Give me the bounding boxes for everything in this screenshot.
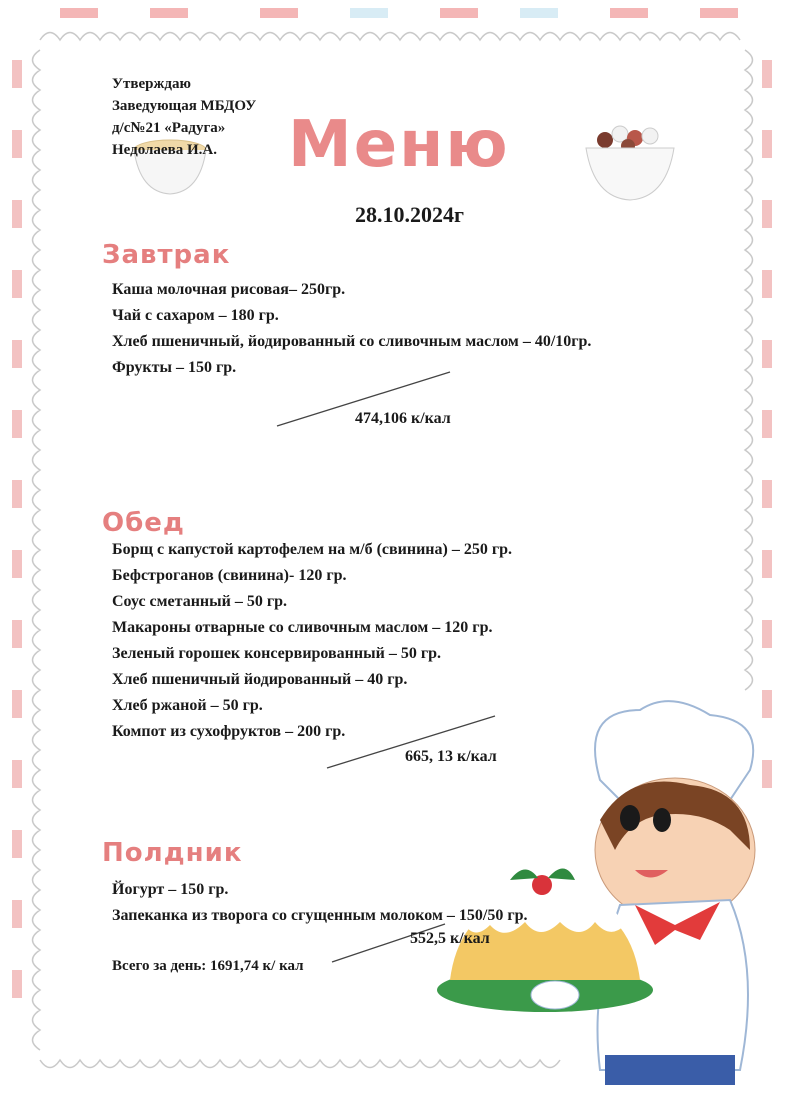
breakfast-item: Хлеб пшеничный, йодированный со сливочным маслом – 40/10гр. xyxy=(112,333,592,350)
frame-right-border xyxy=(762,60,772,788)
page-title: Меню xyxy=(288,108,510,182)
lunch-item: Зеленый горошек консервированный – 50 гр. xyxy=(112,645,441,662)
lunch-item: Хлеб ржаной – 50 гр. xyxy=(112,697,263,714)
breakfast-item: Чай с сахаром – 180 гр. xyxy=(112,307,279,324)
menu-date: 28.10.2024г xyxy=(355,202,464,227)
frame-left-border xyxy=(12,60,22,998)
approval-line-4: Недолаева И.А. xyxy=(112,142,217,158)
breakfast-item: Каша молочная рисовая– 250гр. xyxy=(112,281,346,298)
lunch-item: Бефстроганов (свинина)- 120 гр. xyxy=(112,567,347,584)
lunch-kcal: 665, 13 к/кал xyxy=(405,748,497,765)
lunch-item: Макароны отварные со сливочным маслом – 120 гр. xyxy=(112,619,493,636)
lunch-item: Хлеб пшеничный йодированный – 40 гр. xyxy=(112,671,408,688)
daily-total: Всего за день: 1691,74 к/ кал xyxy=(112,958,304,974)
snack-item: Запеканка из творога со сгущенным молоком – 150/50 гр. xyxy=(112,907,528,924)
snack-item: Йогурт – 150 гр. xyxy=(112,881,229,898)
approval-line-1: Утверждаю xyxy=(112,76,191,92)
breakfast-heading: Завтрак xyxy=(102,240,231,270)
approval-line-3: д/с№21 «Радуга» xyxy=(112,120,226,136)
lunch-heading: Обед xyxy=(102,508,185,538)
bowl-right-image xyxy=(580,118,680,203)
snack-kcal: 552,5 к/кал xyxy=(410,930,490,947)
breakfast-item: Фрукты – 150 гр. xyxy=(112,359,237,376)
frame-top-stripes xyxy=(60,8,738,18)
lunch-item: Компот из сухофруктов – 200 гр. xyxy=(112,723,346,740)
breakfast-kcal: 474,106 к/кал xyxy=(355,410,451,427)
lunch-item: Соус сметанный – 50 гр. xyxy=(112,593,288,610)
snack-heading: Полдник xyxy=(102,838,243,868)
approval-line-2: Заведующая МБДОУ xyxy=(112,98,257,114)
lunch-item: Борщ с капустой картофелем на м/б (свинина) – 250 гр. xyxy=(112,541,513,558)
